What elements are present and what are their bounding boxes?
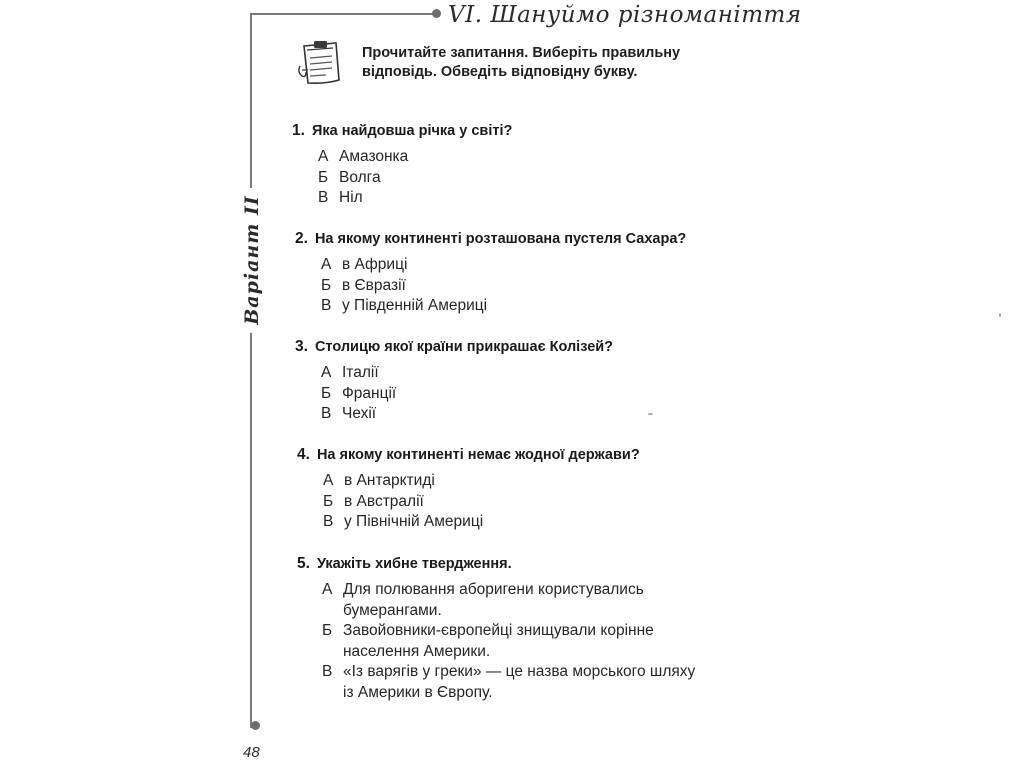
answer-option[interactable] [323,512,640,533]
option-letter[interactable]: В [323,513,334,530]
question-1 [292,122,512,209]
option-letter[interactable]: Б [318,168,329,186]
page-number: 48 [243,744,260,761]
question-number: 3. [295,338,308,355]
question-number: 4. [297,446,310,463]
option-letter[interactable]: В [321,405,332,422]
option-text-line: Для полювання аборигени користувались [343,581,644,598]
option-text: Чехії [342,405,377,422]
option-text-line: бумерангами. [343,601,442,619]
option-letter[interactable]: А [321,364,332,381]
option-letter[interactable]: Б [323,492,334,510]
option-text: у Північній Америці [344,513,484,530]
option-text: Ніл [339,189,363,206]
option-text: в Австралії [344,492,424,510]
option-letter[interactable]: А [318,148,329,165]
question-text: Укажіть хибне твердження. [316,556,512,572]
question-text: На якому континенті немає жодної держави? [316,447,640,463]
question-number: 2. [295,230,308,247]
option-text: Італії [342,364,379,381]
answer-options [318,147,512,209]
question-text: Столицю якої країни прикрашає Колізей? [314,339,614,355]
option-text: Франції [342,384,397,402]
frame-line-left-lower [250,333,252,728]
answer-options [322,580,695,703]
scan-speck [999,313,1001,317]
option-letter[interactable]: В [322,663,333,680]
frame-line-left [250,13,252,188]
answer-option[interactable] [323,492,640,513]
frame-dot-top [432,9,441,18]
question-number: 1. [292,122,305,139]
option-text: в Антарктиді [344,472,435,489]
option-text-line: «Із варягів у греки» — це назва морського шляху [343,663,696,680]
answer-options [321,363,613,425]
answer-option[interactable] [318,188,512,209]
question-text: Яка найдовша річка у світі? [311,123,513,139]
option-text [343,662,695,703]
question-text: На якому континенті розташована пустеля Сахара? [314,231,687,247]
option-letter[interactable]: А [322,581,333,598]
option-text [343,621,654,662]
option-text: Амазонка [339,148,409,165]
question-3 [295,338,613,425]
option-letter[interactable]: В [318,189,329,206]
answer-options [321,255,686,317]
frame-dot-bottom [251,721,260,730]
answer-option[interactable] [318,168,512,189]
answer-option[interactable] [321,363,613,384]
option-text: у Південній Америці [342,297,488,314]
answer-option[interactable] [321,384,613,405]
question-5 [297,555,695,703]
option-letter[interactable]: А [321,256,332,273]
option-text: в Африці [342,256,408,273]
option-letter[interactable]: В [321,297,332,314]
answer-option[interactable] [321,296,686,317]
option-text: в Євразії [342,276,406,294]
answer-option[interactable] [322,662,695,703]
variant-label [240,190,264,330]
option-letter[interactable]: Б [321,276,332,294]
question-number: 5. [297,555,310,572]
answer-option[interactable] [322,621,695,662]
option-text-line: населення Америки. [343,642,491,660]
scan-speck [648,413,653,415]
answer-option[interactable] [321,276,686,297]
option-text-line: із Америки в Європу. [343,683,493,701]
frame-line-top [250,13,436,15]
option-text: Волга [339,168,381,186]
clipboard-note-icon [296,40,346,88]
option-letter[interactable]: Б [321,384,332,402]
answer-option[interactable] [321,255,686,276]
instruction-text: Прочитайте запитання. Виберіть правильну відповідь. Обведіть відповідну букву. [362,45,681,80]
option-text [343,580,644,621]
answer-option[interactable] [318,147,512,168]
option-text-line: Завойовники-європейці знищували корінне [343,622,654,639]
answer-options [323,471,640,533]
question-2 [295,230,686,317]
answer-option[interactable] [321,404,613,425]
question-4 [297,446,640,533]
section-title: VI. Шануймо різноманіття [448,2,802,28]
answer-option[interactable] [323,471,640,492]
answer-option[interactable] [322,580,695,621]
option-letter[interactable]: А [323,472,334,489]
option-letter[interactable]: Б [322,622,333,639]
variant-label-text: Варіант II [241,195,263,325]
